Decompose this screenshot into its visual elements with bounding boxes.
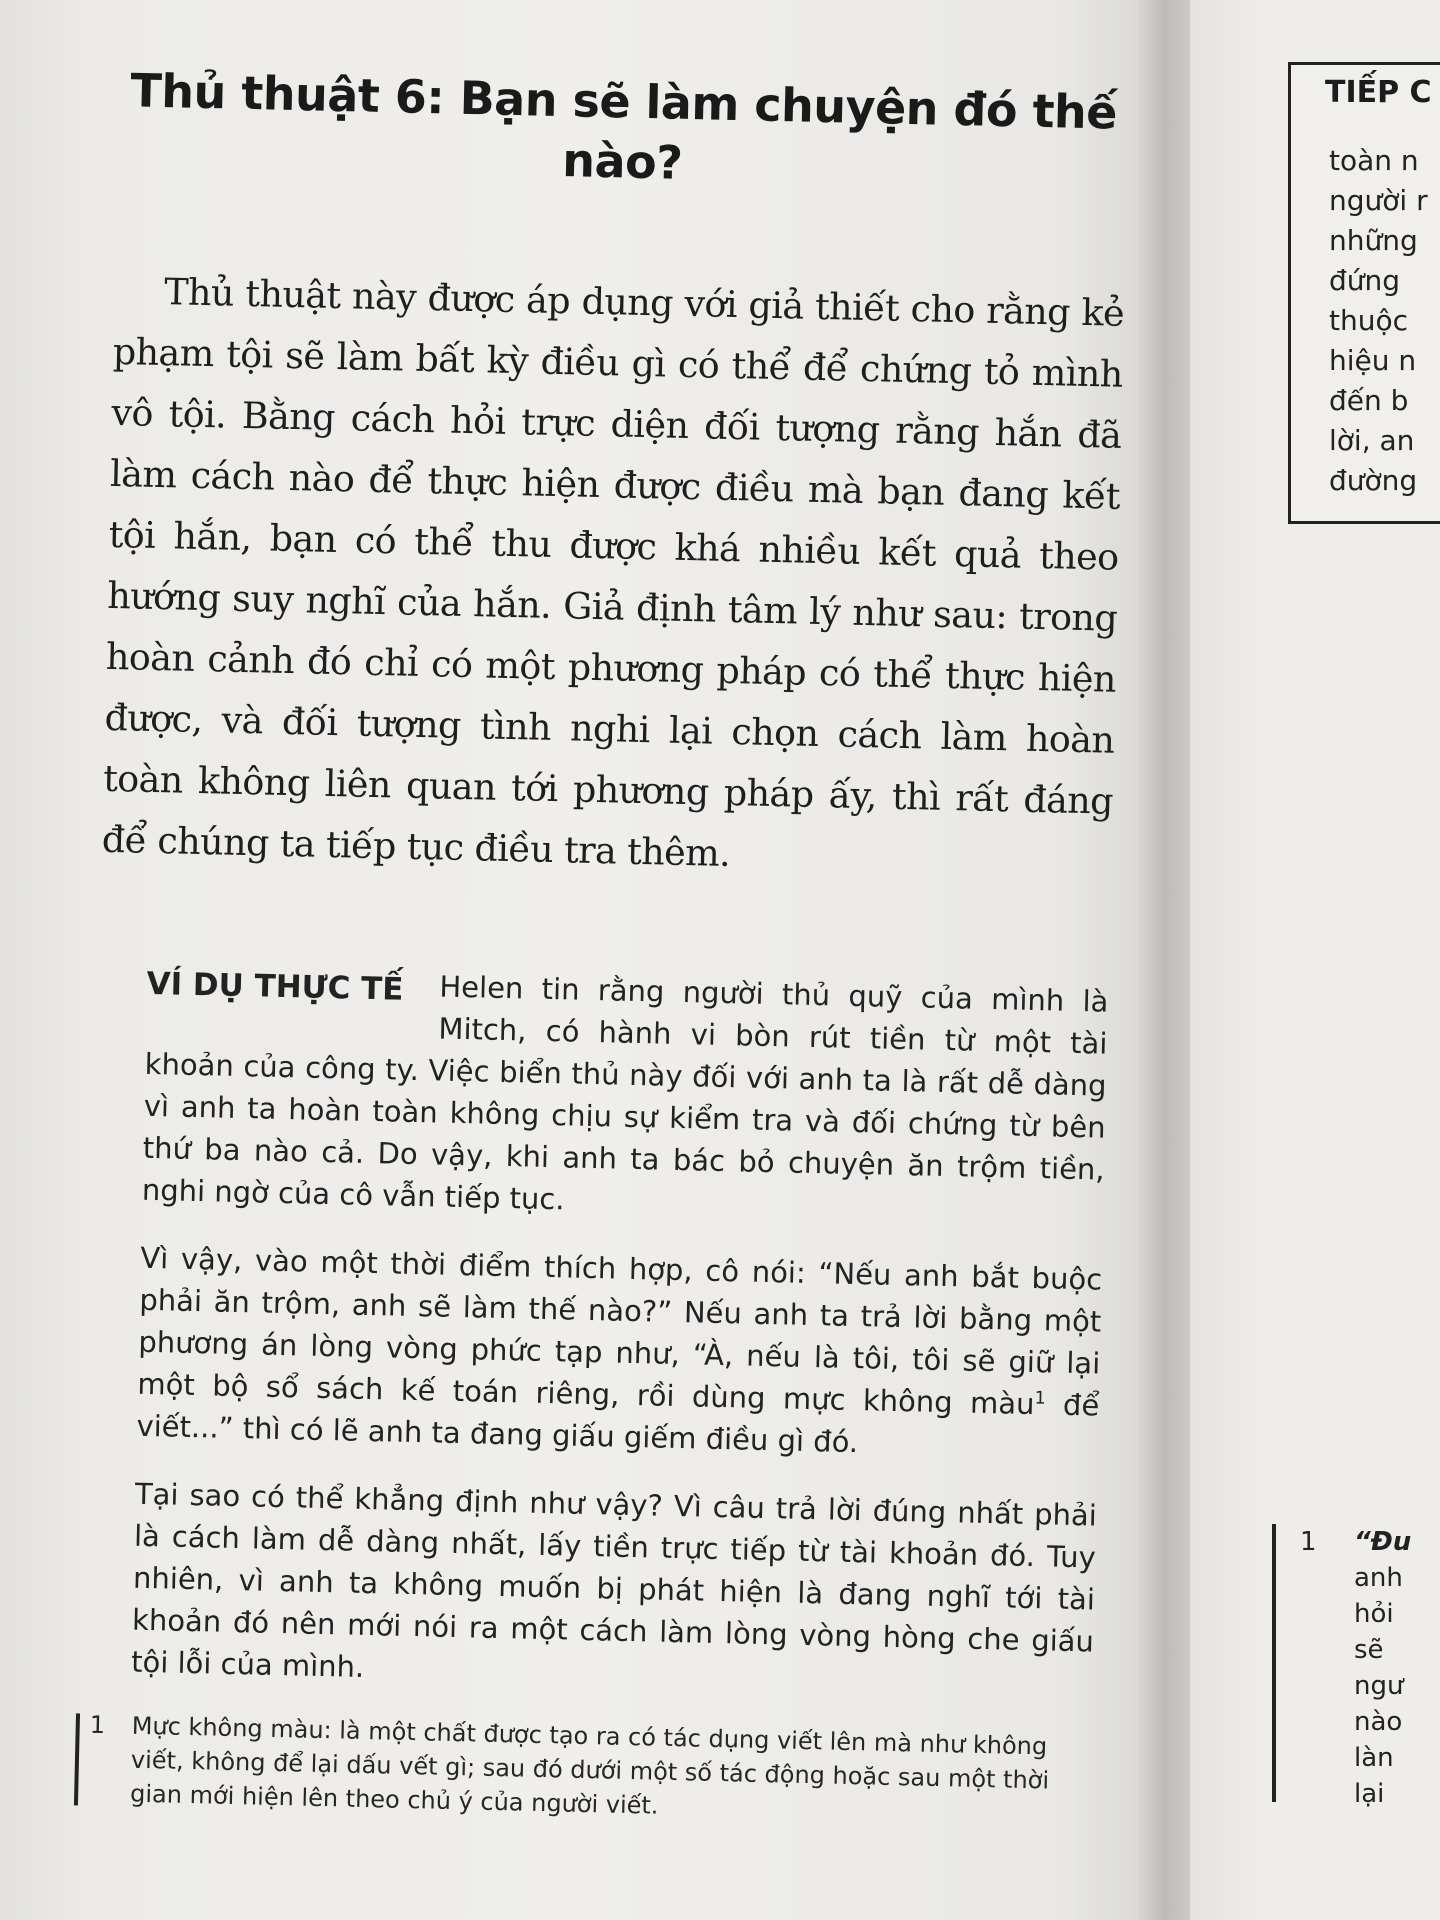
sidebar-box-text <box>1329 141 1428 501</box>
right-footnote-number: 1 <box>1300 1527 1317 1557</box>
example-paragraph-1: Helen tin rằng người thủ quỹ của mình là Mitch, có hành vi bòn rút tiền từ một tài khoản của công ty. Việc biển thủ này đối với anh ta là rất dễ dàng vì anh ta hoàn toàn không chịu sự kiểm tra và đối chứng từ bên thứ ba nào cả. Do vậy, khi anh ta bác bỏ chuyện ăn trộm tiền, nghi ngờ của cô vẫn tiếp tục. <box>141 969 1109 1217</box>
right-footnote-line: anh <box>1354 1563 1403 1593</box>
intro-paragraph: Thủ thuật này được áp dụng với giả thiết cho rằng kẻ phạm tội sẽ làm bất kỳ điều gì có thể để chứng tỏ mình vô tội. Bằng cách hỏi trực diện đối tượng rằng hắn đã làm cách nào để thực hiện được điều mà bạn đang kết tội hắn, bạn có thể thu được khá nhiều kết quả theo hướng suy nghĩ của hắn. Giả định tâm lý như sau: trong hoàn cảnh đó chỉ có một phương pháp có thể thực hiện được, và đối tượng tình nghi lại chọn cách làm hoàn toàn không liên quan tới phương pháp ấy, thì rất đáng để chúng ta tiếp tục điều tra thêm. <box>101 270 1125 876</box>
box-line: đường <box>1329 464 1418 497</box>
footnote-marker: 1 <box>1034 1388 1046 1409</box>
right-footnote-line: ngư <box>1354 1671 1404 1701</box>
right-footnote-line: “Đu <box>1354 1527 1412 1557</box>
box-line: hiệu n <box>1329 344 1417 377</box>
example-p2-before: Vì vậy, vào một thời điểm thích hợp, cô nói: “Nếu anh bắt buộc phải ăn trộm, anh sẽ làm thế nào?” Nếu anh ta trả lời bằng một phương án lòng vòng phức tạp như, “À, nếu là tôi, tôi sẽ giữ lại một bộ sổ sách kế toán riêng, rồi dùng mực không màu <box>137 1240 1103 1422</box>
example-label: VÍ DỤ THỰC TẾ <box>146 965 404 1008</box>
footnote <box>80 1708 1092 1833</box>
box-line: thuộc <box>1329 304 1408 337</box>
right-footnote-line: hỏi <box>1354 1599 1394 1629</box>
example-block <box>131 959 1109 1705</box>
right-footnote-rule <box>1272 1524 1276 1802</box>
footnote-text: Mực không màu: là một chất được tạo ra có tác dụng viết lên mà như không viết, không để lại dấu vết gì; sau đó dưới một số tác động hoặc sau một thời gian mới hiện lên theo chủ ý của người viết. <box>129 1711 1050 1820</box>
box-line: đứng <box>1329 264 1401 297</box>
example-paragraph-3: Tại sao có thể khẳng định như vậy? Vì câu trả lời đúng nhất phải là cách làm dễ dàng nhất, lấy tiền trực tiếp từ tài khoản đó. Tuy nhiên, vì anh ta không muốn bị phát hiện là đang nghĩ tới tài khoản đó nên mới nói ra một cách làm lòng vòng hòng che giấu tội lỗi của mình. <box>130 1476 1098 1684</box>
sidebar-box <box>1288 62 1440 524</box>
example-p2-after: để viết...” thì có lẽ anh ta đang giấu giếm điều gì đó. <box>136 1387 1100 1460</box>
footnote-rule <box>74 1713 80 1805</box>
box-line: lời, an <box>1329 424 1415 457</box>
right-footnote-text <box>1354 1524 1411 1812</box>
page-content <box>80 40 1130 1832</box>
right-footnote-line: nào <box>1354 1707 1403 1737</box>
box-line: toàn n <box>1329 144 1419 177</box>
right-footnote-line: làn <box>1354 1743 1394 1773</box>
box-line: những <box>1329 224 1418 257</box>
example-paragraph-2 <box>136 1237 1103 1469</box>
box-line: người r <box>1329 184 1428 217</box>
right-page <box>1190 0 1440 1920</box>
right-footnote-line: sẽ <box>1354 1635 1384 1665</box>
footnote-number: 1 <box>89 1710 106 1740</box>
sidebar-box-title: TIẾP C <box>1325 75 1432 110</box>
box-line: đến b <box>1329 384 1409 417</box>
right-footnote-line: lại <box>1354 1779 1385 1809</box>
section-heading: Thủ thuật 6: Bạn sẽ làm chuyện đó thế nào? <box>129 63 1118 190</box>
book-gutter <box>1138 0 1198 1920</box>
